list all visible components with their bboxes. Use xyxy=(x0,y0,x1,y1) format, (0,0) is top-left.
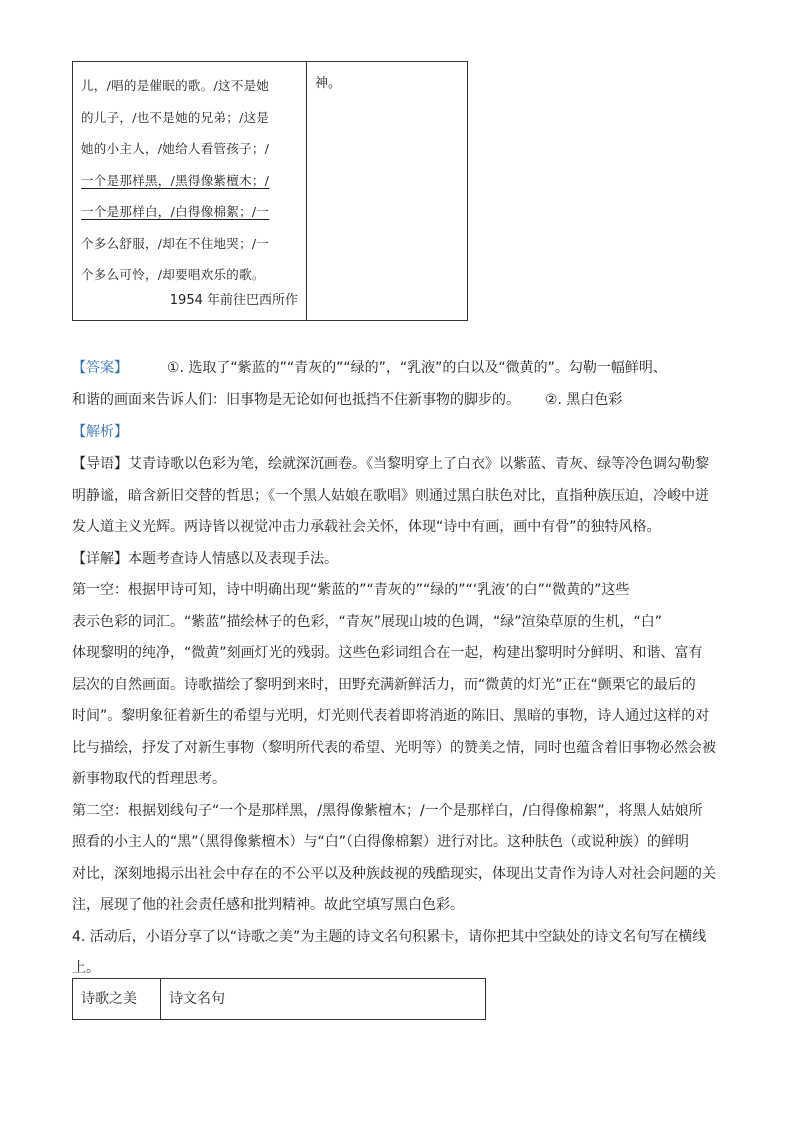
poem-line-underlined xyxy=(81,196,298,228)
blank1-line: 时间”。黎明象征着新生的希望与光明，灯光则代表着即将消逝的陈旧、黑暗的事物，诗人通过这样的对 xyxy=(72,708,710,724)
answer-line-2 xyxy=(72,385,722,417)
question4-line: 上。 xyxy=(72,960,100,976)
poetry-card-table xyxy=(72,978,486,1020)
question4-line: 4. 活动后，小语分享了以“诗歌之美”为主题的诗文名句积累卡，请你把其中空缺处的诗文名句写在横线 xyxy=(72,928,707,945)
answer-line-1 xyxy=(72,353,722,385)
answer-line2-text: 和谐的画面来告诉人们：旧事物是无论如何也抵挡不住新事物的脚步的。 xyxy=(72,392,520,408)
answer-item2-num: ② xyxy=(544,392,558,408)
blank2-line: 第二空：根据划线句子“一个是那样黑，/黑得像紫檀木；/一个是那样白，/白得像棉絮”，将黑人姑娘所 xyxy=(72,802,703,819)
blank1-line: 表示色彩的词汇。“紫蓝”描绘林子的色彩，“青灰”展现山坡的色调，“绿”渲染草原的生机，“白” xyxy=(72,613,663,630)
blank2-line: 对比，深刻地揭示出社会中存在的不公平以及种族歧视的残酷现实，体现出艾青作为诗人对社会问题的关 xyxy=(72,865,716,882)
poem-table xyxy=(72,61,468,321)
blank1-line: 第一空：根据甲诗可知，诗中明确出现“紫蓝的”“青灰的”“绿的”“‘乳液’的白”“微黄的”这些 xyxy=(72,582,630,598)
guide-line: 发人道主义光辉。两诗皆以视觉冲击力承载社会关怀，体现“诗中有画，画中有骨”的独特风格。 xyxy=(72,519,661,535)
poem-credit: 1954 年前往巴西所作 xyxy=(169,293,298,308)
poem-line: 她的小主人，/她给人看管孩子；/ xyxy=(81,141,270,156)
poem-line: 的儿子，/也不是她的兄弟；/这是 xyxy=(81,109,270,125)
answer-item2-text: . 黑白色彩 xyxy=(557,392,623,408)
detail-line: 【详解】本题考查诗人情感以及表现手法。 xyxy=(72,550,338,567)
poem-line: 儿，/唱的是催眠的歌。/这不是她 xyxy=(81,78,270,93)
table-header-beauty: 诗歌之美 xyxy=(73,979,161,1019)
table-header-quotes: 诗文名句 xyxy=(169,991,225,1007)
blank2-line: 照看的小主人的“黑”（黑得像紫檀木）与“白”（白得像棉絮）进行对比。这种肤色（或说种族）的鲜明 xyxy=(72,834,690,850)
poem-note-text: 神。 xyxy=(315,76,342,91)
poem-text-cell xyxy=(73,62,307,320)
blank1-line: 新事物取代的哲理思考。 xyxy=(72,771,226,787)
guide-line: 明静谧，暗含新旧交替的哲思；《一个黑人姑娘在歌唱》则通过黑白肤色对比，直指种族压迫，冷峻中迸 xyxy=(72,487,709,504)
guide-line: 【导语】艾青诗歌以色彩为笔，绘就深沉画卷。《当黎明穿上了白衣》以紫蓝、青灰、绿等冷色调勾勒黎 xyxy=(72,456,709,472)
analysis-tag: 【解析】 xyxy=(72,424,128,440)
blank2-line: 注，展现了他的社会责任感和批判精神。故此空填写黑白色彩。 xyxy=(72,897,464,913)
poem-line: 个多么可怜，/却要唱欢乐的歌。 xyxy=(81,267,265,282)
blank1-line: 比与描绘，抒发了对新生事物（黎明所代表的希望、光明等）的赞美之情，同时也蕴含着旧事物必然会被 xyxy=(72,739,716,756)
poem-line-underlined: 一个是那样黑，/黑得像紫檀木；/ xyxy=(81,172,270,188)
answer-tag: 【答案】 xyxy=(72,360,128,376)
underlined-segment: 一个是那样白，/白得像棉絮；/一 xyxy=(81,204,270,219)
poem-line: 个多么舒服，/却在不住地哭；/一 xyxy=(81,235,270,251)
guide-paragraph xyxy=(72,449,722,985)
answer-line1-text: . 选取了“紫蓝的”“青灰的”“绿的”，“乳液”的白以及“微黄的”。勾勒一幅鲜明、 xyxy=(179,360,667,376)
poem-notes-cell xyxy=(307,62,467,320)
answer-item1-num: ① xyxy=(166,360,180,376)
blank1-line: 层次的自然画面。诗歌描绘了黎明到来时，田野充满新鲜活力，而“微黄的灯光”正在“颤栗它的最后的 xyxy=(72,676,696,693)
blank1-line: 体现黎明的纯净，“微黄”刻画灯光的残弱。这些色彩词组合在一起，构建出黎明时分鲜明、和谐、富有 xyxy=(72,645,703,661)
